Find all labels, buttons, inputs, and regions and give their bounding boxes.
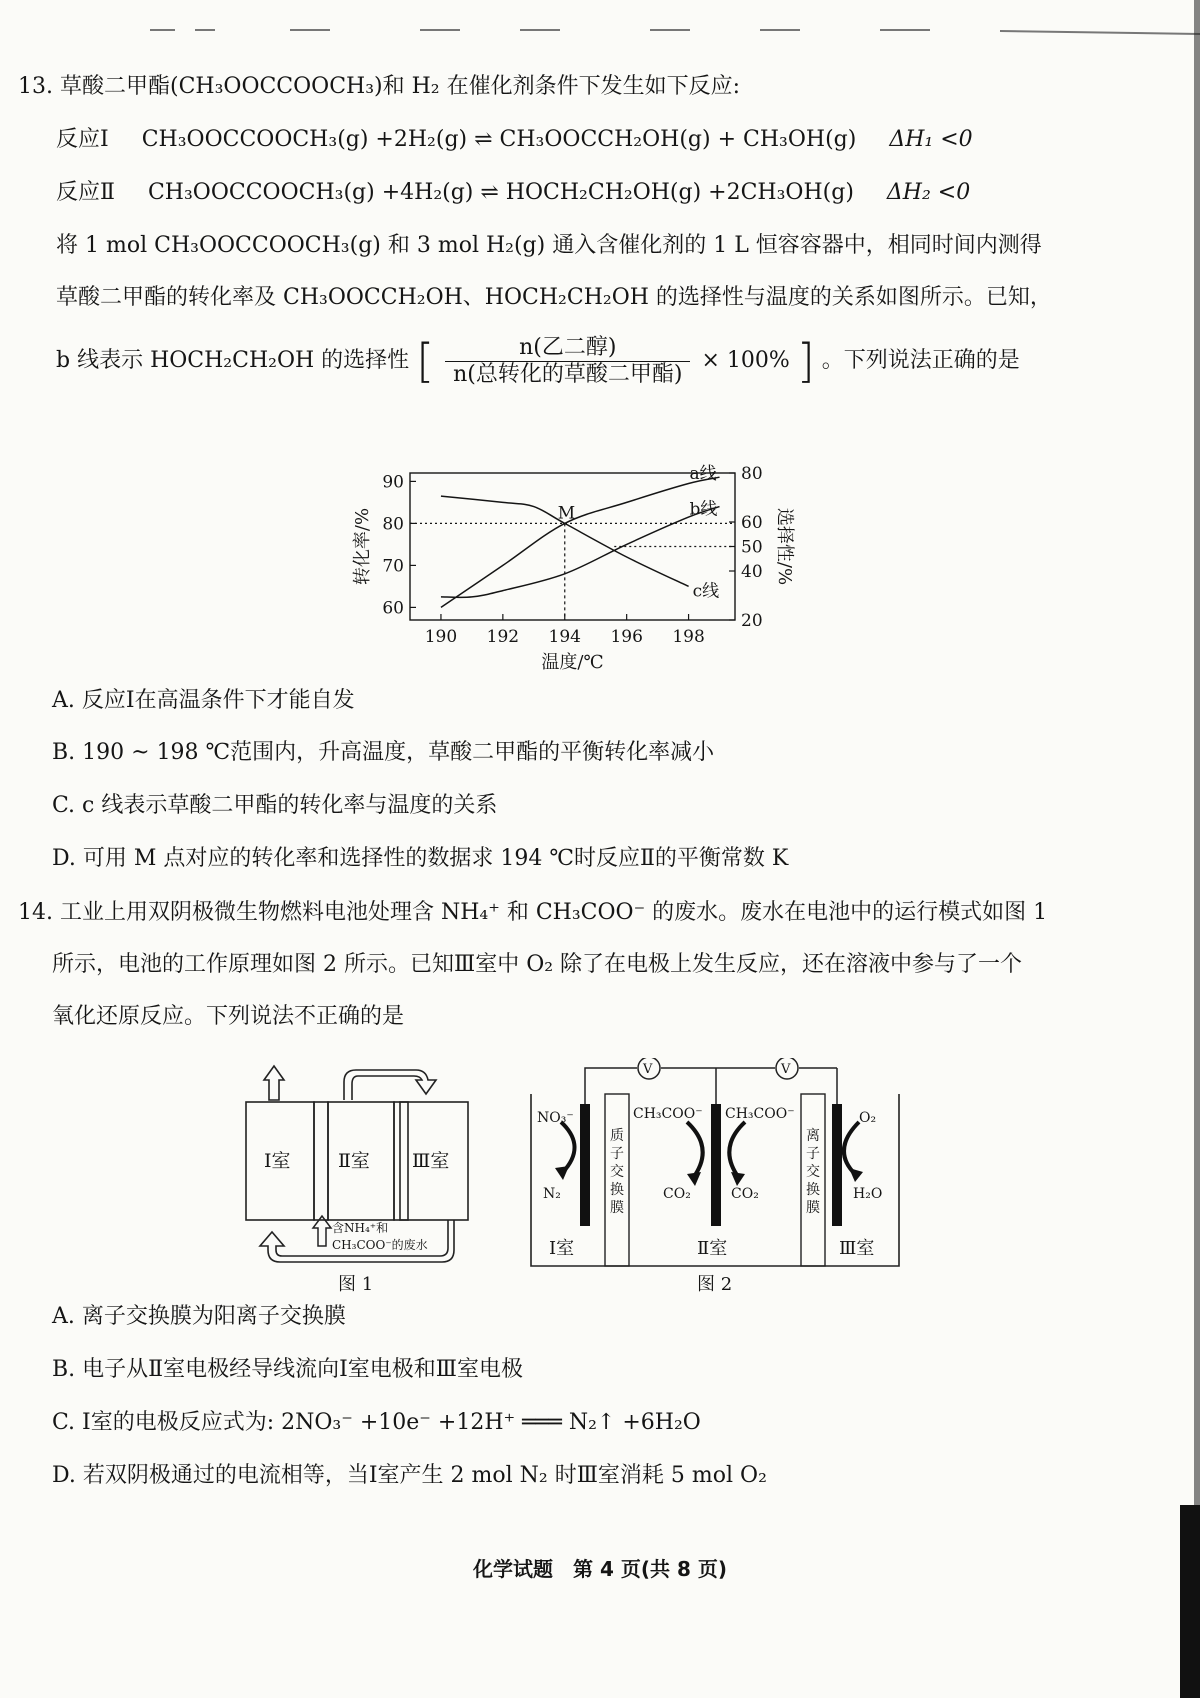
page-right-edge <box>1194 0 1200 1698</box>
x-tick-label: 196 <box>610 627 643 647</box>
series-label-b: b线 <box>689 499 718 520</box>
fig1-inlet-line1: 含NH₄⁺和 <box>332 1221 389 1235</box>
electrode-1 <box>580 1104 590 1226</box>
y2-tick-label: 80 <box>741 464 763 484</box>
reaction-arrow-1-icon <box>561 1122 575 1172</box>
x-axis-label: 温度/℃ <box>541 652 604 673</box>
reaction2-label: 反应Ⅱ <box>56 180 115 205</box>
electrode-3 <box>832 1104 842 1226</box>
fraction-numerator: n(乙二醇) <box>445 335 690 362</box>
voltmeter-2-label: V <box>781 1062 791 1077</box>
q14-option-d: D. 若双阴极通过的电流相等，当Ⅰ室产生 2 mol N₂ 时Ⅲ室消耗 5 mol O₂ <box>52 1463 767 1488</box>
fig2-h2o: H₂O <box>853 1186 883 1202</box>
voltmeter-1-label: V <box>643 1062 653 1077</box>
x-tick-label: 192 <box>486 627 520 647</box>
fig2-ch3coo-right: CH₃COO⁻ <box>725 1106 795 1122</box>
q13-para3 <box>56 333 1020 389</box>
reaction2-equation: CH₃OOCCOOCH₃(g) +4H₂(g) ⇌ HOCH₂CH₂OH(g) +2CH₃OH(g) <box>147 180 854 205</box>
y-tick-label: 90 <box>382 472 404 493</box>
series-line-b <box>441 507 720 598</box>
electrode-2 <box>711 1104 721 1226</box>
x-tick-label: 198 <box>672 627 705 647</box>
q14-stem-line3: 氧化还原反应。下列说法不正确的是 <box>52 1004 405 1029</box>
q13-reaction2 <box>56 178 970 208</box>
page-top-edge <box>0 0 1200 40</box>
binding-mark <box>1180 1505 1200 1698</box>
fig1-inlet-line2: CH₃COO⁻的废水 <box>332 1238 428 1252</box>
q14-option-c: C. Ⅰ室的电极反应式为: 2NO₃⁻ +10e⁻ +12H⁺ ═══ N₂↑ +6H₂O <box>52 1410 701 1435</box>
selectivity-fraction <box>445 335 690 388</box>
fig2-room3: Ⅲ室 <box>839 1238 875 1259</box>
series-label-c: c线 <box>692 581 720 602</box>
y-tick-label: 80 <box>382 514 404 535</box>
q13-option-a: A. 反应Ⅰ在高温条件下才能自发 <box>52 688 355 713</box>
point-m-label: M <box>557 503 576 524</box>
svg-text:交: 交 <box>610 1164 624 1180</box>
membrane-1-label <box>610 1128 624 1216</box>
reaction1-label: 反应Ⅰ <box>56 127 109 152</box>
q13-option-c: C. c 线表示草酸二甲酯的转化率与温度的关系 <box>52 793 498 818</box>
svg-text:膜: 膜 <box>806 1200 820 1216</box>
fig2-n2: N₂ <box>543 1186 561 1202</box>
fig1-caption: 图 1 <box>338 1274 374 1295</box>
conversion-selectivity-chart <box>340 448 820 683</box>
y2-tick-label: 50 <box>741 537 763 558</box>
q13-option-d: D. 可用 M 点对应的转化率和选择性的数据求 194 ℃时反应Ⅱ的平衡常数 K <box>52 846 789 871</box>
bracket-right: ] <box>796 334 815 388</box>
svg-text:交: 交 <box>806 1164 820 1180</box>
y-tick-label: 70 <box>382 556 404 577</box>
y2-tick-label: 60 <box>741 513 763 533</box>
q14-stem-line1: 14. 工业上用双阴极微生物燃料电池处理含 NH₄⁺ 和 CH₃COO⁻ 的废水。废水在电池中的运行模式如图 1 <box>18 900 1048 925</box>
fig2-ch3coo-left: CH₃COO⁻ <box>633 1106 703 1122</box>
outlet-arrow-icon <box>264 1066 284 1100</box>
fig2-room1: Ⅰ室 <box>549 1238 575 1259</box>
para3-pre: b 线表示 HOCH₂CH₂OH 的选择性 <box>56 348 410 373</box>
x-tick-label: 190 <box>424 627 458 647</box>
fraction-multiplier: × 100% <box>701 348 790 373</box>
q13-para2: 草酸二甲酯的转化率及 CH₃OOCCH₂OH、HOCH₂CH₂OH 的选择性与温度的关系如图所示。已知， <box>56 285 1052 310</box>
bracket-left: [ <box>416 334 435 388</box>
reaction-arrow-2b-icon <box>729 1122 745 1178</box>
fraction-denominator: n(总转化的草酸二甲酯) <box>453 361 683 387</box>
reaction-arrow-3-icon <box>844 1122 859 1174</box>
q13-option-b: B. 190 ~ 198 ℃范围内，升高温度，草酸二甲酯的平衡转化率减小 <box>52 740 715 765</box>
para3-post: 。下列说法正确的是 <box>821 348 1020 373</box>
membrane-2-label <box>806 1128 820 1216</box>
reaction2-dh: ΔH₂ <0 <box>886 180 971 205</box>
y-axis-label: 转化率/% <box>352 507 373 586</box>
y-tick-label: 60 <box>382 598 404 619</box>
svg-text:换: 换 <box>806 1182 820 1198</box>
y2-tick-label: 40 <box>741 562 763 582</box>
q13-reaction1 <box>56 125 973 155</box>
q13-para1: 将 1 mol CH₃OOCCOOCH₃(g) 和 3 mol H₂(g) 通入含催化剂的 1 L 恒容容器中，相同时间内测得 <box>56 233 1042 258</box>
fig2-no3: NO₃⁻ <box>537 1110 574 1126</box>
y2-tick-label: 20 <box>741 611 763 631</box>
q14-option-b: B. 电子从Ⅱ室电极经导线流向Ⅰ室电极和Ⅲ室电极 <box>52 1357 524 1382</box>
q14-stem-line2: 所示，电池的工作原理如图 2 所示。已知Ⅲ室中 O₂ 除了在电极上发生反应，还在溶液中参与了一个 <box>52 952 1023 977</box>
reaction1-dh: ΔH₁ <0 <box>889 127 973 152</box>
fig1-room1: Ⅰ室 <box>264 1150 291 1172</box>
svg-text:离: 离 <box>806 1128 820 1144</box>
svg-text:膜: 膜 <box>610 1200 624 1216</box>
reaction1-equation: CH₃OOCCOOCH₃(g) +2H₂(g) ⇌ CH₃OOCCH₂OH(g) + CH₃OH(g) <box>141 127 857 152</box>
fig1-room2: Ⅱ室 <box>338 1150 370 1172</box>
fig2-room2: Ⅱ室 <box>697 1238 728 1259</box>
reaction-arrow-2a-icon <box>687 1122 703 1178</box>
x-tick-label: 194 <box>548 627 581 647</box>
page-footer: 化学试题 第 4 页(共 8 页) <box>473 1557 727 1581</box>
fig2-co2-left: CO₂ <box>663 1186 691 1202</box>
svg-text:换: 换 <box>610 1182 624 1198</box>
series-line-a <box>441 477 720 607</box>
svg-text:质: 质 <box>610 1128 624 1144</box>
q13-stem: 13. 草酸二甲酯(CH₃OOCCOOCH₃)和 H₂ 在催化剂条件下发生如下反应: <box>18 74 741 99</box>
transfer-arrow-icon <box>344 1070 436 1100</box>
q14-option-a: A. 离子交换膜为阳离子交换膜 <box>52 1304 346 1329</box>
y2-axis-label: 选择性/% <box>774 507 795 586</box>
figure-2 <box>525 1058 905 1298</box>
svg-text:子: 子 <box>610 1146 624 1162</box>
fig1-room3: Ⅲ室 <box>412 1150 450 1172</box>
figure-1 <box>240 1060 475 1295</box>
series-label-a: a线 <box>689 464 717 485</box>
fig2-co2-right: CO₂ <box>731 1186 759 1202</box>
fig2-caption: 图 2 <box>697 1274 733 1295</box>
fig2-o2: O₂ <box>859 1110 877 1126</box>
svg-text:子: 子 <box>806 1146 820 1162</box>
